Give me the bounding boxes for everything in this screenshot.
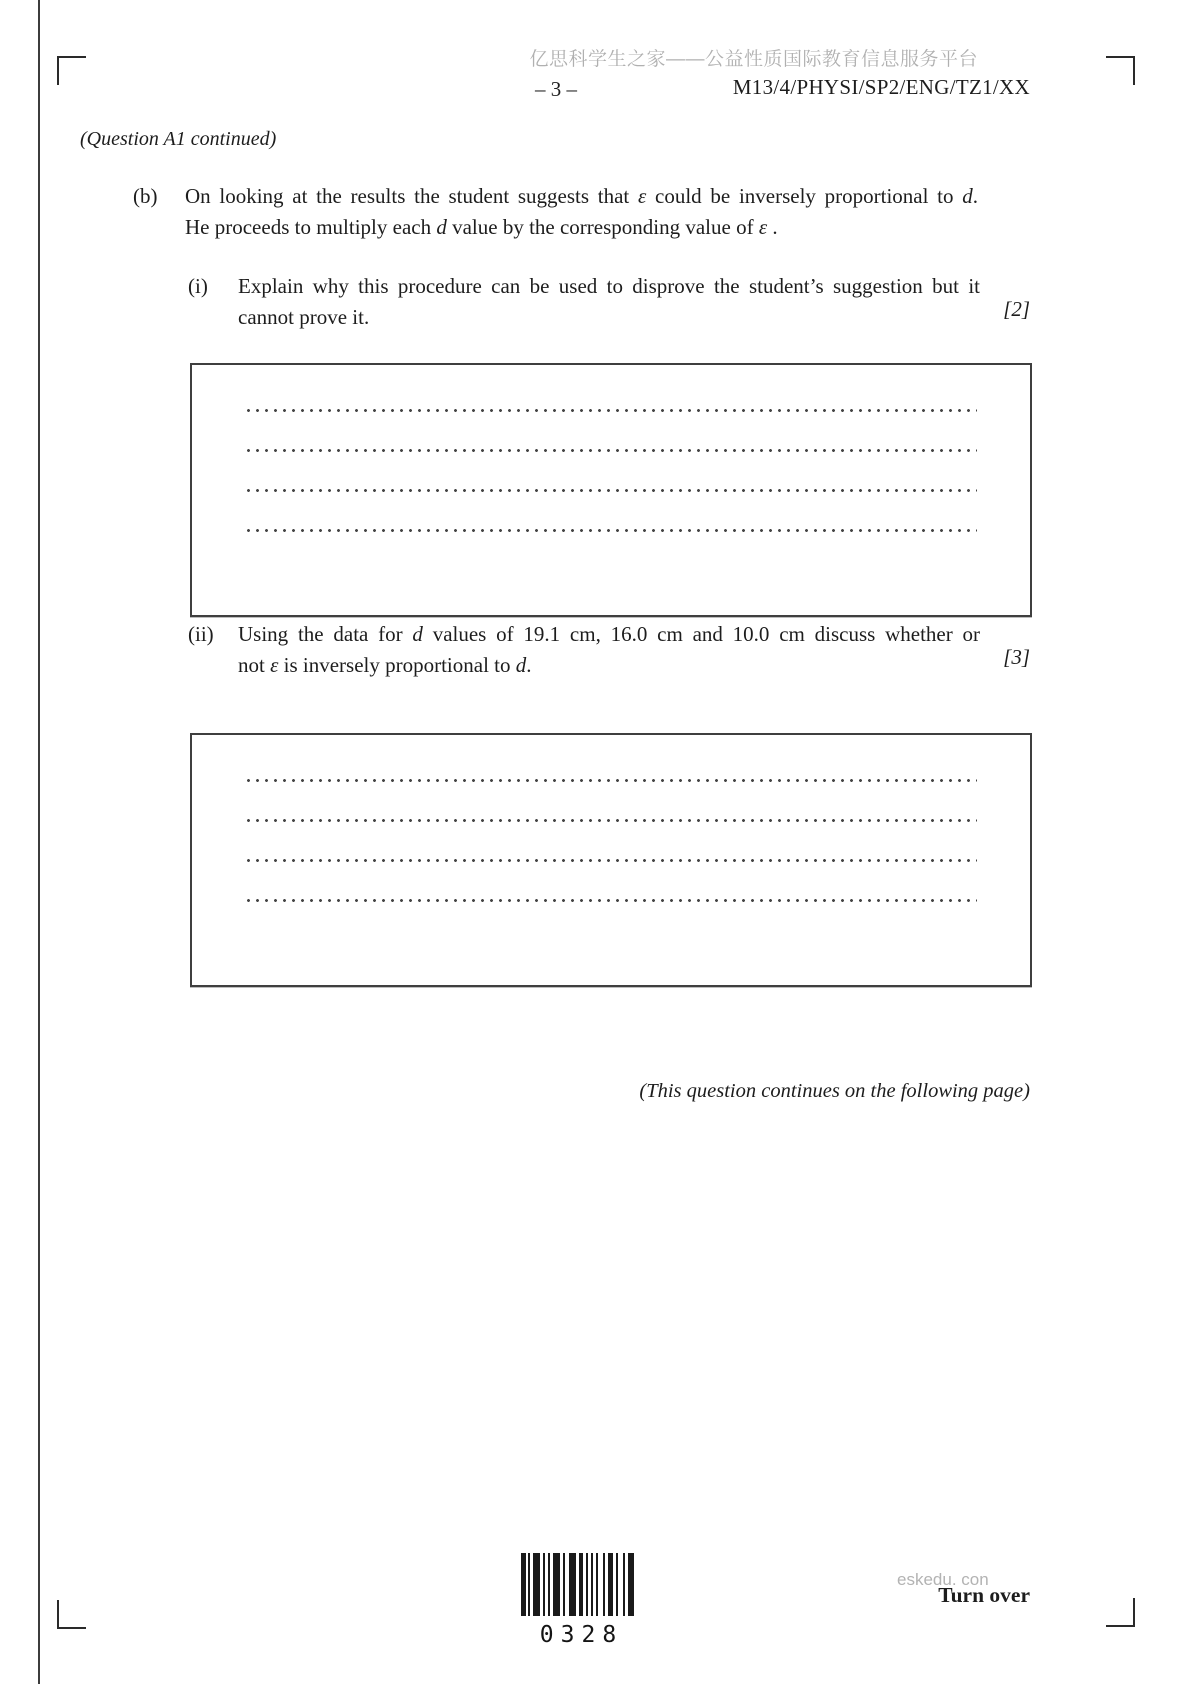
answer-dotted-line bbox=[247, 529, 977, 532]
question-b-ii-label: (ii) bbox=[188, 622, 214, 646]
question-b-line: On looking at the results the student suggests that ε could be inversely proportional to d. bbox=[185, 184, 978, 208]
answer-dotted-line bbox=[247, 859, 977, 862]
turn-over-label: Turn over bbox=[938, 1583, 1030, 1607]
answer-dotted-line bbox=[247, 409, 977, 412]
question-b bbox=[133, 181, 978, 243]
question-continued-note: (Question A1 continued) bbox=[80, 128, 277, 150]
scan-edge-texture bbox=[0, 0, 40, 1684]
answer-box-i bbox=[190, 363, 1032, 617]
marks-badge-ii: [3] bbox=[1003, 645, 1030, 669]
question-b-i-text bbox=[238, 271, 980, 333]
question-b-ii-line: not ε is inversely proportional to d. bbox=[238, 653, 532, 677]
answer-dotted-line bbox=[247, 449, 977, 452]
question-b-i bbox=[188, 271, 980, 333]
question-b-i-line: cannot prove it. bbox=[238, 305, 370, 329]
continues-on-next-page-note: (This question continues on the following page) bbox=[639, 1080, 1030, 1102]
crop-mark-top-left bbox=[57, 56, 86, 85]
barcode-digits: 0328 bbox=[539, 1622, 624, 1648]
paper-code: M13/4/PHYSI/SP2/ENG/TZ1/XX bbox=[732, 75, 1030, 99]
question-b-ii bbox=[188, 619, 980, 681]
marks-badge-i: [2] bbox=[1003, 297, 1030, 321]
question-b-i-label: (i) bbox=[188, 274, 208, 298]
question-b-ii-line: Using the data for d values of 19.1 cm, 16.0 cm and 10.0 cm discuss whether or bbox=[238, 622, 981, 646]
question-b-i-line: Explain why this procedure can be used to disprove the student’s suggestion but it bbox=[238, 274, 980, 298]
question-b-label: (b) bbox=[133, 184, 158, 208]
answer-box-ii bbox=[190, 733, 1032, 987]
question-b-text bbox=[185, 181, 978, 243]
crop-mark-top-right bbox=[1106, 56, 1135, 85]
chinese-watermark: 亿思科学生之家——公益性质国际教育信息服务平台 bbox=[529, 49, 978, 70]
crop-mark-bottom-left bbox=[57, 1600, 86, 1629]
crop-mark-bottom-right bbox=[1106, 1598, 1135, 1627]
page-number: – 3 – bbox=[535, 77, 577, 101]
barcode bbox=[519, 1553, 637, 1648]
answer-dotted-line bbox=[247, 899, 977, 902]
barcode-bars bbox=[519, 1553, 637, 1616]
answer-dotted-line bbox=[247, 819, 977, 822]
answer-dotted-line bbox=[247, 489, 977, 492]
question-b-line: He proceeds to multiply each d value by the corresponding value of ε . bbox=[185, 215, 778, 239]
question-b-ii-text bbox=[238, 619, 980, 681]
answer-dotted-line bbox=[247, 779, 977, 782]
site-watermark: eskedu. con bbox=[897, 1570, 989, 1589]
